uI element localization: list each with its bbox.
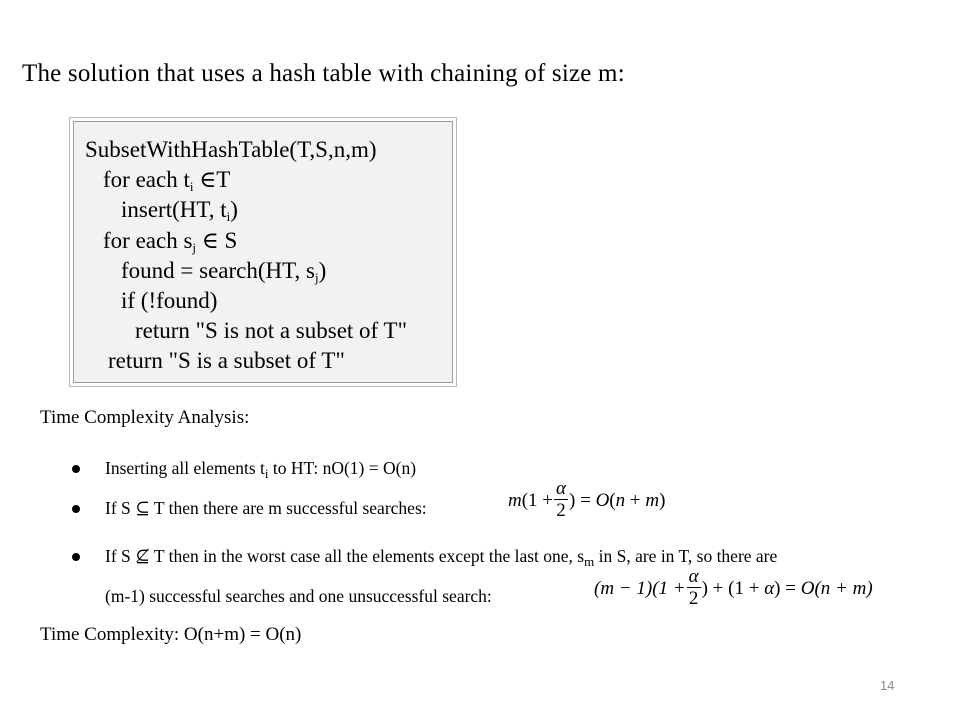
analysis-title: Time Complexity Analysis: [40, 407, 250, 428]
formula-successful-searches: m(1 + $\frac{\alpha}{2}$ ) = O(n + m) [508, 478, 666, 521]
bullet-not-subset-line1: If S ⊈ T then in the worst case all the elements except the last one, $s_m$ in S, are in T, so there are [105, 546, 778, 569]
bullet-inserting: Inserting all elements $t_i$ to HT: nO(1) = O(n) [105, 458, 417, 481]
slide-heading: The solution that uses a hash table with chaining of size m: [22, 60, 625, 87]
formula-unsuccessful-search: (m − 1)(1 + $\frac{\alpha}{2}$ ) + (1 + α) = O(n + m) [594, 566, 873, 609]
code-line-search: found = search(HT, $s_j$) [121, 258, 327, 285]
bullet-not-subset-line2: (m-1) successful searches and one unsuccessful search: [105, 586, 492, 606]
code-line-return-subset: return "S is a subset of T" [108, 348, 345, 373]
code-box [69, 117, 457, 387]
bullet-dot [72, 505, 80, 513]
bullet-dot [72, 553, 80, 561]
code-line-insert: insert(HT, $t_i$) [121, 197, 238, 224]
code-line-signature: SubsetWithHashTable(T,S,n,m) [85, 137, 377, 162]
code-line-for-each-t: for each $t_i$ ∈T [103, 167, 231, 194]
page-number: 14 [880, 678, 895, 693]
bullet-dot [72, 465, 80, 473]
code-line-if: if (!found) [121, 288, 218, 313]
time-complexity-conclusion: Time Complexity: O(n+m) = O(n) [40, 624, 302, 645]
alpha-over-two: $\frac{\alpha}{2}$ [556, 478, 567, 521]
bullet-subset: If S ⊆ T then there are m successful searches: [105, 498, 427, 518]
alpha-over-two: $\frac{\alpha}{2}$ [688, 566, 699, 609]
code-line-for-each-s: for each $s_j$ ∈ S [103, 228, 238, 255]
code-line-return-not-subset: return "S is not a subset of T" [135, 318, 407, 343]
